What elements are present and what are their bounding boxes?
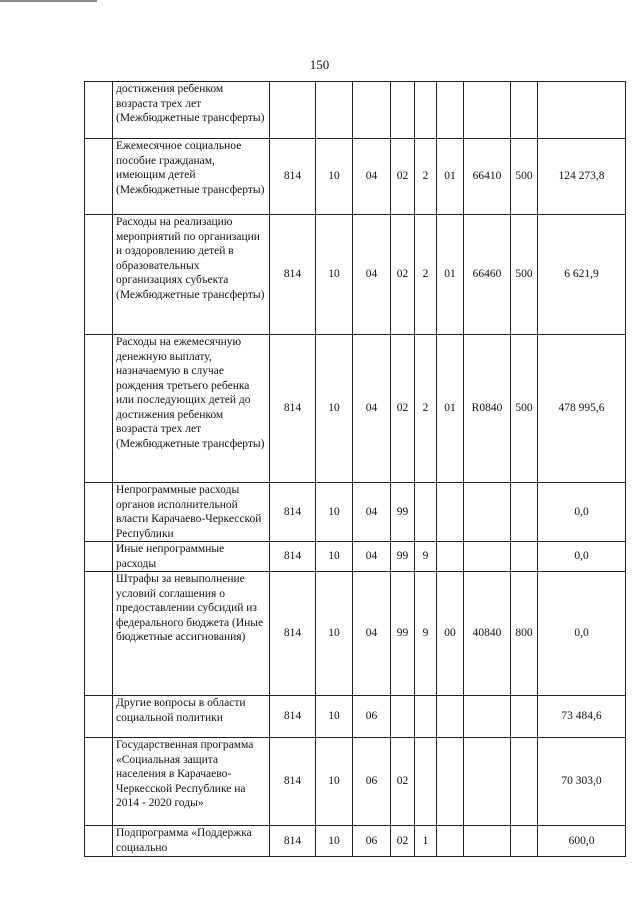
main-event-cell bbox=[437, 738, 464, 826]
expense-type-cell bbox=[511, 738, 538, 826]
program-cell: 99 bbox=[391, 483, 415, 542]
description-cell: Штрафы за невыполнение условий соглашения о предоставлении субсидий из федерального бюджета (Иные бюджетные ассигнования) bbox=[113, 572, 270, 696]
section-cell: 10 bbox=[316, 139, 353, 215]
description-cell: Непрограммные расходы органов исполнительной власти Карачаево-Черкесской Республики bbox=[113, 483, 270, 542]
program-cell: 02 bbox=[391, 335, 415, 483]
subprogram-cell: 1 bbox=[415, 826, 437, 857]
ministry-cell: 814 bbox=[270, 215, 316, 335]
row-number-cell bbox=[85, 335, 113, 483]
amount-cell: 73 484,6 bbox=[538, 696, 626, 738]
section-cell: 10 bbox=[316, 572, 353, 696]
main-event-cell: 00 bbox=[437, 572, 464, 696]
direction-cell: 66410 bbox=[464, 139, 511, 215]
description-cell: Подпрограмма «Поддержка социально bbox=[113, 826, 270, 857]
direction-cell bbox=[464, 696, 511, 738]
expense-type-cell bbox=[511, 696, 538, 738]
table-row bbox=[85, 335, 626, 483]
expense-type-cell bbox=[511, 82, 538, 139]
expense-type-cell: 800 bbox=[511, 572, 538, 696]
section-cell: 10 bbox=[316, 483, 353, 542]
direction-cell bbox=[464, 738, 511, 826]
description-cell: Другие вопросы в области социальной политики bbox=[113, 696, 270, 738]
program-cell: 02 bbox=[391, 826, 415, 857]
ministry-cell: 814 bbox=[270, 483, 316, 542]
main-event-cell bbox=[437, 483, 464, 542]
row-number-cell bbox=[85, 82, 113, 139]
row-number-cell bbox=[85, 483, 113, 542]
main-event-cell bbox=[437, 542, 464, 572]
subsection-cell: 06 bbox=[353, 826, 391, 857]
ministry-cell: 814 bbox=[270, 139, 316, 215]
section-cell: 10 bbox=[316, 696, 353, 738]
subsection-cell bbox=[353, 82, 391, 139]
ministry-cell bbox=[270, 82, 316, 139]
ministry-cell: 814 bbox=[270, 696, 316, 738]
amount-cell: 124 273,8 bbox=[538, 139, 626, 215]
program-cell: 99 bbox=[391, 542, 415, 572]
row-number-cell bbox=[85, 826, 113, 857]
program-cell: 02 bbox=[391, 139, 415, 215]
amount-cell: 478 995,6 bbox=[538, 335, 626, 483]
description-cell: Государственная программа «Социальная защита населения в Карачаево-Черкесской Республике на 2014 - 2020 годы» bbox=[113, 738, 270, 826]
table-row bbox=[85, 139, 626, 215]
direction-cell bbox=[464, 82, 511, 139]
subprogram-cell bbox=[415, 82, 437, 139]
row-number-cell bbox=[85, 738, 113, 826]
table-row bbox=[85, 696, 626, 738]
ministry-cell: 814 bbox=[270, 542, 316, 572]
ministry-cell: 814 bbox=[270, 572, 316, 696]
expense-type-cell: 500 bbox=[511, 335, 538, 483]
page-number: 150 bbox=[309, 57, 330, 72]
table-row bbox=[85, 826, 626, 857]
section-cell: 10 bbox=[316, 215, 353, 335]
direction-cell: 66460 bbox=[464, 215, 511, 335]
direction-cell bbox=[464, 826, 511, 857]
table-row bbox=[85, 738, 626, 826]
direction-cell: 40840 bbox=[464, 572, 511, 696]
row-number-cell bbox=[85, 139, 113, 215]
subsection-cell: 04 bbox=[353, 542, 391, 572]
program-cell: 02 bbox=[391, 215, 415, 335]
subsection-cell: 04 bbox=[353, 572, 391, 696]
subprogram-cell: 2 bbox=[415, 139, 437, 215]
description-cell: Иные непрограммные расходы bbox=[113, 542, 270, 572]
subsection-cell: 04 bbox=[353, 139, 391, 215]
program-cell bbox=[391, 696, 415, 738]
row-number-cell bbox=[85, 215, 113, 335]
ministry-cell: 814 bbox=[270, 826, 316, 857]
amount-cell bbox=[538, 82, 626, 139]
description-cell: Расходы на реализацию мероприятий по организации и оздоровлению детей в образовательных организациях субъекта (Межбюджетные трансферты) bbox=[113, 215, 270, 335]
budget-table-body bbox=[85, 82, 626, 857]
description-cell: достижения ребенком возраста трех лет (Межбюджетные трансферты) bbox=[113, 82, 270, 139]
subsection-cell: 04 bbox=[353, 215, 391, 335]
table-row bbox=[85, 542, 626, 572]
subsection-cell: 04 bbox=[353, 335, 391, 483]
main-event-cell bbox=[437, 826, 464, 857]
expense-type-cell: 500 bbox=[511, 215, 538, 335]
direction-cell bbox=[464, 483, 511, 542]
direction-cell bbox=[464, 542, 511, 572]
subsection-cell: 06 bbox=[353, 738, 391, 826]
amount-cell: 6 621,9 bbox=[538, 215, 626, 335]
subprogram-cell: 9 bbox=[415, 572, 437, 696]
main-event-cell bbox=[437, 82, 464, 139]
subprogram-cell bbox=[415, 738, 437, 826]
ministry-cell: 814 bbox=[270, 335, 316, 483]
subprogram-cell: 2 bbox=[415, 335, 437, 483]
section-cell: 10 bbox=[316, 738, 353, 826]
amount-cell: 70 303,0 bbox=[538, 738, 626, 826]
program-cell bbox=[391, 82, 415, 139]
row-number-cell bbox=[85, 572, 113, 696]
expense-type-cell: 500 bbox=[511, 139, 538, 215]
main-event-cell bbox=[437, 696, 464, 738]
expense-type-cell bbox=[511, 483, 538, 542]
subprogram-cell: 2 bbox=[415, 215, 437, 335]
subsection-cell: 04 bbox=[353, 483, 391, 542]
amount-cell: 0,0 bbox=[538, 483, 626, 542]
section-cell: 10 bbox=[316, 542, 353, 572]
subsection-cell: 06 bbox=[353, 696, 391, 738]
description-cell: Расходы на ежемесячную денежную выплату, назначаемую в случае рождения третьего ребенка или последующих детей до достижения ребенком возраста трех лет (Межбюджетные трансферты) bbox=[113, 335, 270, 483]
ministry-cell: 814 bbox=[270, 738, 316, 826]
subprogram-cell bbox=[415, 696, 437, 738]
subprogram-cell bbox=[415, 483, 437, 542]
program-cell: 02 bbox=[391, 738, 415, 826]
row-number-cell bbox=[85, 696, 113, 738]
scan-edge-mark bbox=[0, 0, 97, 2]
amount-cell: 0,0 bbox=[538, 572, 626, 696]
subprogram-cell: 9 bbox=[415, 542, 437, 572]
program-cell: 99 bbox=[391, 572, 415, 696]
section-cell bbox=[316, 82, 353, 139]
table-row bbox=[85, 82, 626, 139]
description-cell: Ежемесячное социальное пособие гражданам, имеющим детей (Межбюджетные трансферты) bbox=[113, 139, 270, 215]
expense-type-cell bbox=[511, 542, 538, 572]
main-event-cell: 01 bbox=[437, 139, 464, 215]
table-row bbox=[85, 215, 626, 335]
main-event-cell: 01 bbox=[437, 335, 464, 483]
amount-cell: 0,0 bbox=[538, 542, 626, 572]
expense-type-cell bbox=[511, 826, 538, 857]
section-cell: 10 bbox=[316, 335, 353, 483]
section-cell: 10 bbox=[316, 826, 353, 857]
budget-table bbox=[84, 81, 626, 857]
amount-cell: 600,0 bbox=[538, 826, 626, 857]
table-row bbox=[85, 483, 626, 542]
row-number-cell bbox=[85, 542, 113, 572]
main-event-cell: 01 bbox=[437, 215, 464, 335]
direction-cell: R0840 bbox=[464, 335, 511, 483]
table-row bbox=[85, 572, 626, 696]
